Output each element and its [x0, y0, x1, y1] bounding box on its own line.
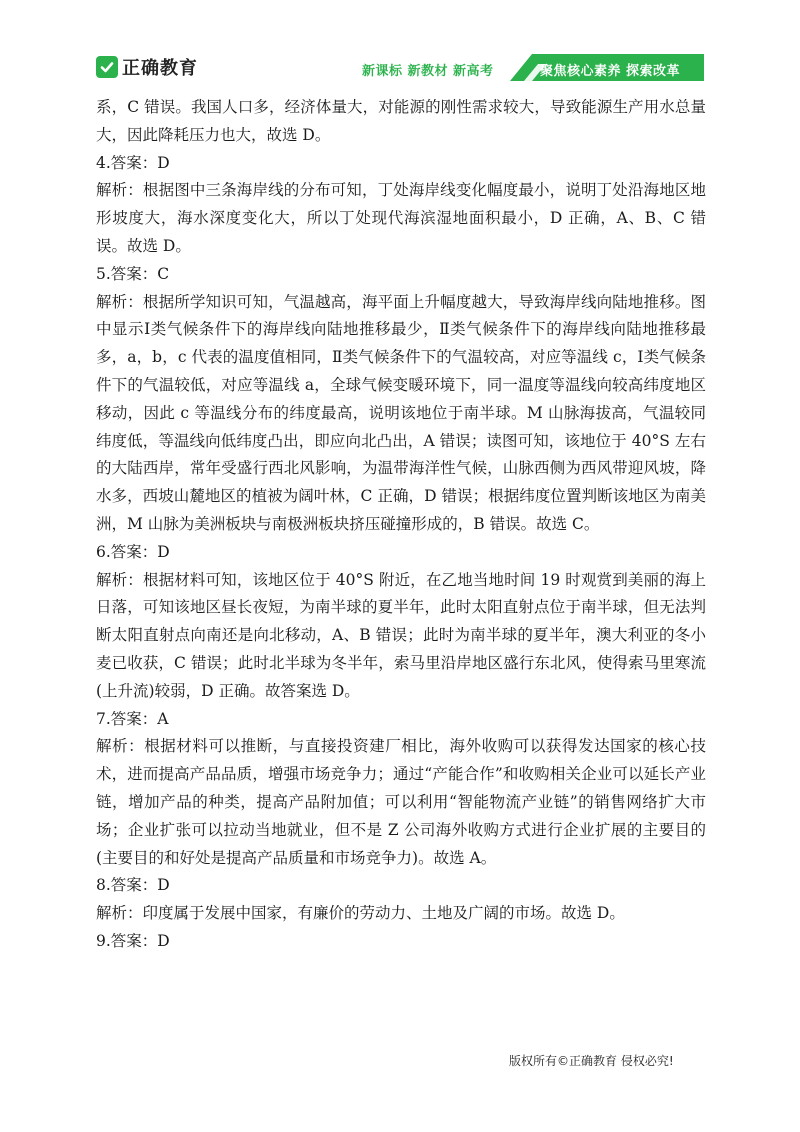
- page-header: [0, 0, 800, 92]
- logo-text: 正确教育: [122, 58, 198, 79]
- answer-content: [96, 94, 706, 956]
- answer-heading: 9.答案：D: [96, 931, 170, 950]
- answer-heading: 6.答案：D: [96, 542, 170, 561]
- header-tagline: 新课标 新教材 新高考: [362, 64, 494, 79]
- answer-heading: 8.答案：D: [96, 876, 170, 895]
- copyright-footer: 版权所有©正确教育 侵权必究!: [509, 1054, 674, 1068]
- explanation: 解析：根据所学知识可知，气温越高，海平面上升幅度越大，导致海岸线向陆地推移。图中显示Ⅰ类气候条件下的海岸线向陆地推移最少，Ⅱ类气候条件下的海岸线向陆地推移最多，a，b，c 代表的温度值相同，Ⅱ类气候条件下的气温较高，对应等温线 c，Ⅰ类气候条件下的气温较低，对应等温线 a，全球气候变暖环境下，同一温度等温线向较高纬度地区移动，因此 c 等温线分布的纬度最高，说明该地位于南半球。M 山脉海拔高，气温较同纬度低，等温线向低纬度凸出，即应向北凸出，A 错误；读图可知，该地位于 40°S 左右的大陆西岸，常年受盛行西北风影响，为温带海洋性气候，山脉西侧为西风带迎风坡，降水多，西坡山麓地区的植被为阔叶林，C 正确，D 错误；根据纬度位置判断该地区为南美洲，M 山脉为美洲板块与南极洲板块挤压碰撞形成的，B 错误。故选 C。: [96, 292, 706, 533]
- answer-heading: 5.答案：C: [96, 264, 170, 283]
- explanation: 解析：根据图中三条海岸线的分布可知，丁处海岸线变化幅度最小，说明丁处沿海地区地形坡度大，海水深度变化大，所以丁处现代海滨湿地面积最小，D 正确，A、B、C 错误。故选 D。: [96, 181, 706, 255]
- explanation: 解析：印度属于发展中国家，有廉价的劳动力、土地及广阔的市场。故选 D。: [96, 904, 625, 923]
- logo: [96, 54, 198, 80]
- paragraph: 系，C 错误。我国人口多，经济体量大，对能源的刚性需求较大，导致能源生产用水总量大，因此降耗压力也大，故选 D。: [96, 98, 706, 144]
- answer-heading: 7.答案：A: [96, 709, 169, 728]
- explanation: 解析：根据材料可知，该地区位于 40°S 附近，在乙地当地时间 19 时观赏到美丽的海上日落，可知该地区昼长夜短，为南半球的夏半年，此时太阳直射点位于南半球，但无法判断太阳直射点向南还是向北移动，A、B 错误；此时为南半球的夏半年，澳大利亚的冬小麦已收获，C 错误；此时北半球为冬半年，索马里沿岸地区盛行东北风，使得索马里寒流(上升流)较弱，D 正确。故答案选 D。: [96, 570, 706, 700]
- checkmark-icon: [96, 56, 118, 78]
- header-banner-text: 聚焦核心素养 探索改革: [540, 64, 681, 79]
- answer-heading: 4.答案：D: [96, 153, 170, 172]
- explanation: 解析：根据材料可以推断，与直接投资建厂相比，海外收购可以获得发达国家的核心技术，进而提高产品品质，增强市场竞争力；通过“产能合作”和收购相关企业可以延长产业链，增加产品的种类，提高产品附加值；可以利用“智能物流产业链”的销售网络扩大市场；企业扩张可以拉动当地就业，但不是 Z 公司海外收购方式进行企业扩展的主要目的(主要目的和好处是提高产品质量和市场竞争力)。故选 A。: [96, 737, 706, 867]
